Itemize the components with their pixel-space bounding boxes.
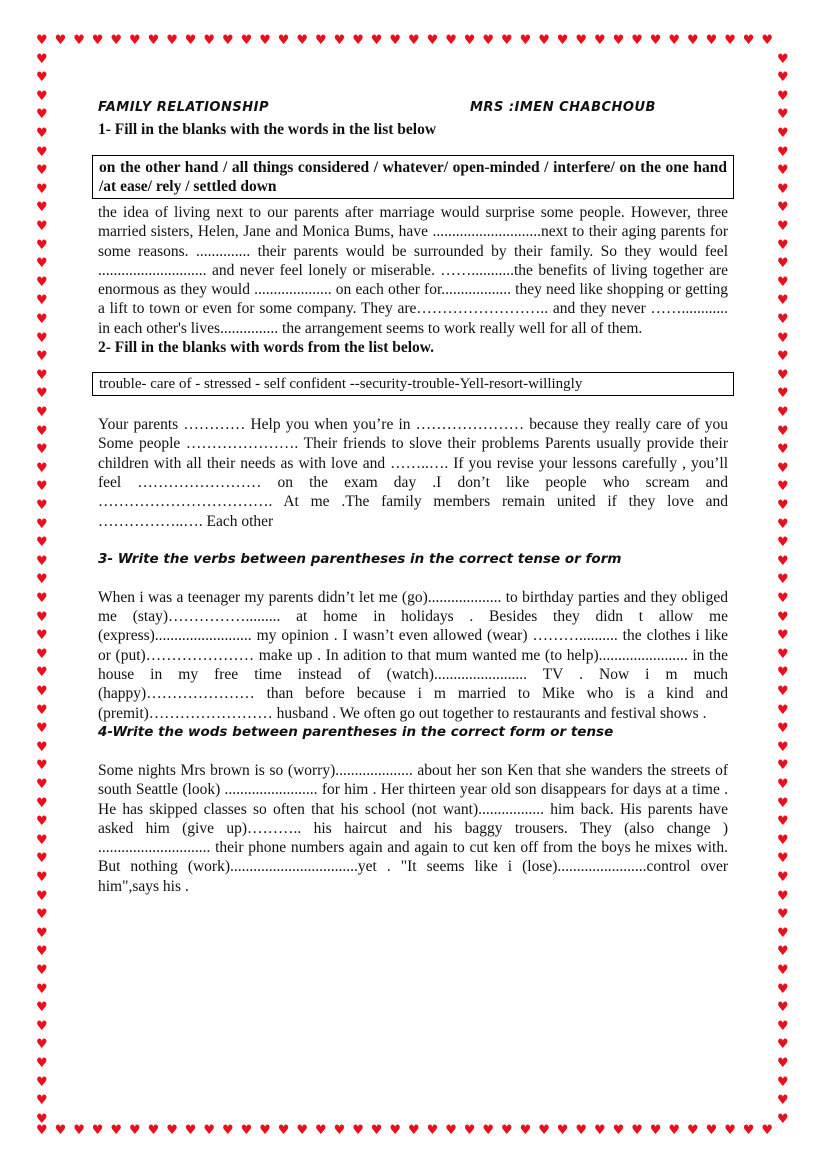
heart-icon: ♥ [777,498,789,513]
heart-icon: ♥ [777,981,789,997]
heart-icon: ♥ [36,1018,48,1034]
heart-icon: ♥ [36,1111,48,1127]
heart-icon: ♥ [408,1123,420,1138]
heart-icon: ♥ [501,33,513,48]
heart-icon: ♥ [222,1123,234,1138]
heart-icon: ♥ [777,535,789,551]
heart-icon: ♥ [777,1037,789,1053]
heart-icon: ♥ [36,795,48,811]
heart-icon: ♥ [777,330,789,346]
heart-icon: ♥ [777,777,789,792]
heart-icon: ♥ [36,479,48,495]
heart-icon: ♥ [36,814,48,830]
section-1-heading: 1- Fill in the blanks with the words in the list below [98,121,437,138]
heart-icon: ♥ [315,33,327,48]
heart-icon: ♥ [36,1000,48,1016]
heart-icon: ♥ [777,628,789,644]
heart-icon: ♥ [277,1123,290,1138]
heart-icon: ♥ [36,88,48,104]
heart-icon: ♥ [352,33,364,48]
heart-icon: ♥ [631,33,643,48]
heart-icon: ♥ [91,1123,104,1138]
heart-icon: ♥ [129,33,141,48]
heart-icon: ♥ [36,163,48,179]
heart-icon: ♥ [36,572,48,588]
heart-icon: ♥ [277,33,290,48]
heart-icon: ♥ [777,758,789,774]
heart-icon: ♥ [203,33,216,48]
heart-icon: ♥ [777,1056,789,1071]
heart-icon: ♥ [777,1074,789,1090]
heart-icon: ♥ [501,1123,513,1138]
heart-icon: ♥ [36,553,48,569]
heart-icon: ♥ [426,1123,439,1138]
heart-icon: ♥ [36,237,48,253]
heart-icon: ♥ [594,33,606,48]
heart-icon: ♥ [742,33,755,48]
heart-icon: ♥ [777,479,789,495]
heart-icon: ♥ [777,795,789,811]
heart-icon: ♥ [777,237,789,253]
heart-icon: ♥ [36,200,48,216]
heart-icon: ♥ [649,1123,662,1138]
heart-icon: ♥ [36,591,48,606]
heart-icon: ♥ [36,126,48,141]
heart-icon: ♥ [777,312,789,327]
heart-icon: ♥ [36,665,48,681]
heart-icon: ♥ [36,293,48,309]
heart-icon: ♥ [777,870,789,885]
heart-icon: ♥ [36,721,48,737]
heart-icon: ♥ [296,1123,309,1138]
heart-icon: ♥ [724,1123,736,1138]
heart-icon: ♥ [333,1123,346,1138]
heart-icon: ♥ [777,609,789,625]
heart-icon: ♥ [777,163,789,179]
heart-icon: ♥ [259,33,271,48]
heart-icon: ♥ [36,1056,48,1071]
heart-icon: ♥ [36,70,48,86]
heart-icon: ♥ [463,33,476,48]
heart-icon: ♥ [777,442,789,458]
heart-icon: ♥ [73,33,85,48]
heart-icon: ♥ [36,256,48,272]
heart-icon: ♥ [519,33,532,48]
heart-icon: ♥ [36,181,48,197]
heart-icon: ♥ [36,944,48,960]
heart-icon: ♥ [36,981,48,997]
heart-icon: ♥ [36,963,48,978]
heart-icon: ♥ [184,33,197,48]
heart-icon: ♥ [777,721,789,737]
heart-icon: ♥ [110,1123,123,1138]
heart-icon: ♥ [54,33,67,48]
heart-icon: ♥ [777,646,789,662]
heart-icon: ♥ [184,1123,197,1138]
heart-icon: ♥ [668,1123,681,1138]
heart-icon: ♥ [36,851,48,867]
heart-icon: ♥ [761,33,774,48]
heart-icon: ♥ [575,33,588,48]
heart-icon: ♥ [777,832,789,848]
heart-icon: ♥ [777,405,789,420]
heart-icon: ♥ [445,33,457,48]
heart-icon: ♥ [36,609,48,625]
heart-icon: ♥ [147,33,160,48]
heart-icon: ♥ [705,1123,718,1138]
heart-icon: ♥ [777,963,789,978]
heart-icon: ♥ [36,907,48,923]
heart-icon: ♥ [54,1123,67,1138]
heart-icon: ♥ [777,684,789,699]
section-4-heading: 4-Write the wods between parentheses in the correct form or tense [98,723,614,740]
heart-icon: ♥ [333,33,346,48]
section-2-word-box: trouble- care of - stressed - self confident --security-trouble-Yell-resort-willingly [92,372,734,396]
heart-icon: ♥ [777,814,789,830]
heart-icon: ♥ [36,107,48,123]
heart-icon: ♥ [36,423,48,439]
heart-icon: ♥ [240,33,253,48]
section-1-text: the idea of living next to our parents after marriage would surprise some people. However, three married sisters, Helen, Jane and Monica Bums, have ............................next to their aging parents for some reasons. .............. their parents would be surrounded by their family. So they would feel ............................ and never feel lonely or miserable. ……...........the benefits of living together are enormous as they would .................... on each other for.................. they need like shopping or getting a lift to town or even for some company. They are…………………….. and they never ……............ in each other's lives............... the arrangement seems to work really well for all of them. [98,204,728,337]
heart-icon: ♥ [129,1123,141,1138]
heart-icon: ♥ [36,460,48,476]
heart-icon: ♥ [777,665,789,681]
heart-icon: ♥ [315,1123,327,1138]
worksheet-title: FAMILY RELATIONSHIP [98,100,269,115]
heart-icon: ♥ [370,33,383,48]
heart-icon: ♥ [36,1037,48,1053]
heart-icon: ♥ [519,1123,532,1138]
heart-icon: ♥ [777,367,789,383]
heart-icon: ♥ [687,1123,699,1138]
heart-icon: ♥ [777,219,789,234]
heart-icon: ♥ [36,144,48,160]
heart-icon: ♥ [777,925,789,941]
heart-icon: ♥ [777,739,789,755]
heart-icon: ♥ [36,51,48,67]
heart-icon: ♥ [370,1123,383,1138]
heart-icon: ♥ [222,33,234,48]
heart-icon: ♥ [777,107,789,123]
heart-icon: ♥ [705,33,718,48]
heart-icon: ♥ [777,349,789,365]
heart-icon: ♥ [538,33,550,48]
section-1-word-box: on the other hand / all things considered / whatever/ open-minded / interfere/ on the one hand /at ease/ rely / settled down [92,155,734,199]
heart-icon: ♥ [36,646,48,662]
heart-icon: ♥ [777,516,789,532]
heart-icon: ♥ [742,1123,755,1138]
heart-icon: ♥ [777,888,789,904]
heart-icon: ♥ [36,1123,48,1138]
section-3-text: When i was a teenager my parents didn’t let me (go)................... to birthday parties and they obliged me (stay)……………......... at home in holidays . Besides they didn t allow me (express)......................... my opinion . I wasn’t even allowed (wear) ……….......... the clothes i like or (put)………………… make up . In adition to that mum wanted me (to help)....................... in the house in my free time instead of (watch)........................ TV . Now i m much (happy)………………… than before because i m married to Mike who is a kind and (premit)…………………… husband . We often go out together to restaurants and festival shows . [98,588,728,722]
heart-icon: ♥ [166,1123,178,1138]
heart-icon: ♥ [777,386,789,402]
heart-icon: ♥ [36,684,48,699]
heart-icon: ♥ [482,1123,495,1138]
heart-icon: ♥ [36,925,48,941]
heart-icon: ♥ [777,572,789,588]
heart-icon: ♥ [777,274,789,290]
heart-icon: ♥ [777,256,789,272]
heart-icon: ♥ [36,702,48,718]
heart-icon: ♥ [777,126,789,141]
heart-icon: ♥ [631,1123,643,1138]
heart-icon: ♥ [36,535,48,551]
heart-icon: ♥ [777,1018,789,1034]
heart-icon: ♥ [777,70,789,86]
heart-icon: ♥ [36,832,48,848]
worksheet [98,96,728,896]
heart-icon: ♥ [777,907,789,923]
heart-icon: ♥ [445,1123,457,1138]
heart-icon: ♥ [556,1123,569,1138]
heart-icon: ♥ [36,628,48,644]
heart-icon: ♥ [612,1123,625,1138]
heart-icon: ♥ [36,349,48,365]
heart-icon: ♥ [777,553,789,569]
heart-icon: ♥ [761,1123,774,1138]
heart-icon: ♥ [36,1074,48,1090]
heart-icon: ♥ [352,1123,364,1138]
heart-icon: ♥ [296,33,309,48]
heart-icon: ♥ [36,367,48,383]
heart-icon: ♥ [36,312,48,327]
heart-icon: ♥ [259,1123,271,1138]
heart-icon: ♥ [408,33,420,48]
heart-icon: ♥ [724,33,736,48]
heart-icon: ♥ [687,33,699,48]
heart-icon: ♥ [575,1123,588,1138]
heart-icon: ♥ [36,777,48,792]
heart-icon: ♥ [777,293,789,309]
heart-icon: ♥ [777,423,789,439]
heart-icon: ♥ [36,442,48,458]
heart-icon: ♥ [594,1123,606,1138]
heart-icon: ♥ [777,181,789,197]
heart-icon: ♥ [36,739,48,755]
heart-icon: ♥ [668,33,681,48]
heart-icon: ♥ [36,386,48,402]
heart-icon: ♥ [73,1123,85,1138]
heart-icon: ♥ [36,870,48,885]
heart-icon: ♥ [36,33,48,48]
heart-icon: ♥ [36,219,48,234]
heart-icon: ♥ [777,460,789,476]
heart-icon: ♥ [389,1123,402,1138]
heart-icon: ♥ [482,33,495,48]
heart-icon: ♥ [240,1123,253,1138]
heart-icon: ♥ [36,1093,48,1109]
heart-icon: ♥ [36,758,48,774]
header [98,96,728,120]
heart-icon: ♥ [612,33,625,48]
heart-icon: ♥ [389,33,402,48]
heart-icon: ♥ [538,1123,550,1138]
heart-icon: ♥ [110,33,123,48]
heart-icon: ♥ [777,1093,789,1109]
heart-icon: ♥ [777,200,789,216]
heart-icon: ♥ [147,1123,160,1138]
author-name: MRS :IMEN CHABCHOUB [470,100,656,115]
heart-icon: ♥ [777,88,789,104]
heart-icon: ♥ [777,51,789,67]
heart-icon: ♥ [463,1123,476,1138]
heart-icon: ♥ [166,33,178,48]
heart-icon: ♥ [91,33,104,48]
heart-icon: ♥ [36,888,48,904]
section-4-text: Some nights Mrs brown is so (worry).................... about her son Ken that she wanders the streets of south Seattle (look) ........................ for him . Her thirteen year old son disappears for days at a time . He has skipped classes so often that his school (not want)................. him back. His parents have asked him (give up)……….. his haircut and his baggy trousers. They (also change ) ............................. their phone numbers again and again to cut ken off from the boys he mixes with. But nothing (work).................................yet . "It seems like i (lose).......................control over him",says his . [98,761,728,895]
heart-icon: ♥ [203,1123,216,1138]
heart-icon: ♥ [649,33,662,48]
heart-icon: ♥ [777,1111,789,1127]
section-2-text: Your parents ………… Help you when you’re in ………………… because they really care of you Some people …………………. Their friends to slove their problems Parents usually provide their children with all their needs as with love and ……..…. If you revise your lessons carefully , you’ll feel …………………… on the exam day .I don’t like people who scream and ……………………………. At me .The family members remain united if they love and ……………..…. Each other [98,416,728,530]
heart-icon: ♥ [777,591,789,606]
heart-icon: ♥ [36,516,48,532]
heart-icon: ♥ [556,33,569,48]
heart-icon: ♥ [777,1000,789,1016]
heart-icon: ♥ [36,274,48,290]
heart-icon: ♥ [777,702,789,718]
heart-icon: ♥ [36,405,48,420]
section-2-heading: 2- Fill in the blanks with words from the list below. [98,339,435,357]
section-3-heading: 3- Write the verbs between parentheses in the correct tense or form [98,550,622,567]
heart-icon: ♥ [36,330,48,346]
heart-icon: ♥ [36,498,48,513]
heart-icon: ♥ [777,944,789,960]
heart-icon: ♥ [777,144,789,160]
heart-icon: ♥ [777,851,789,867]
heart-icon: ♥ [426,33,439,48]
